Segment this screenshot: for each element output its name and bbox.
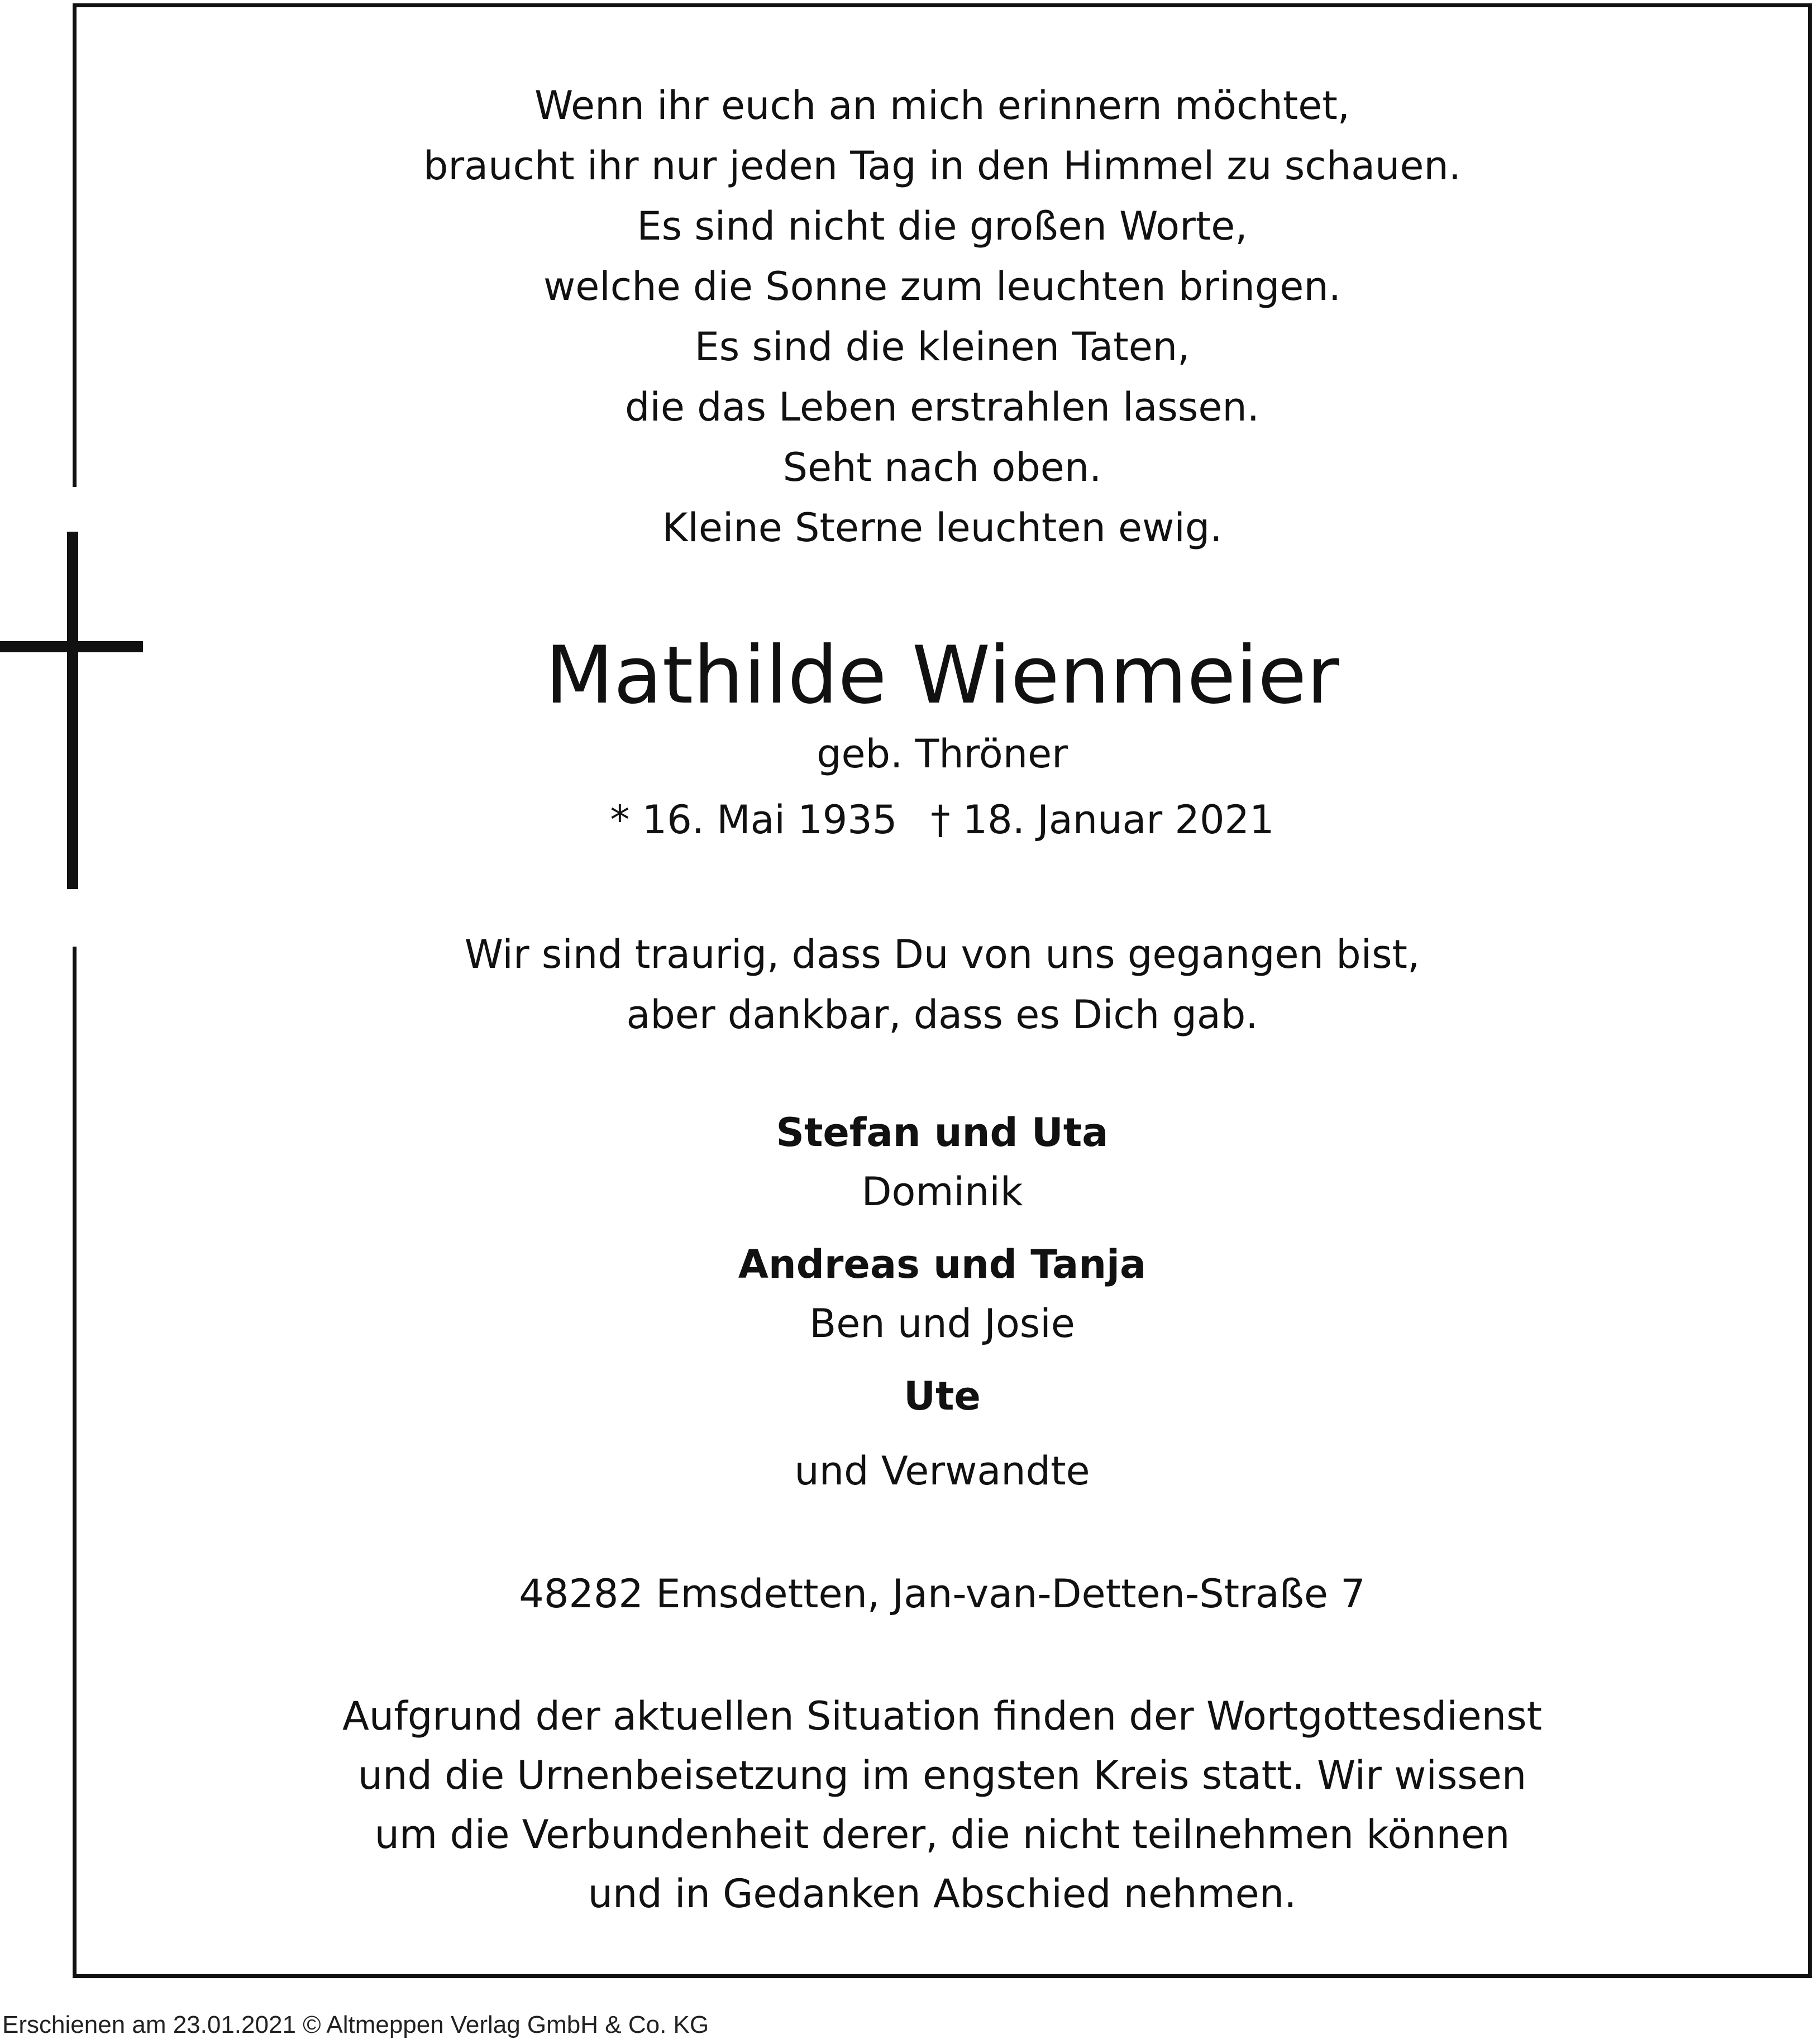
funeral-notice: [77, 1687, 1808, 1923]
death-date: † 18. Januar 2021: [930, 797, 1274, 843]
address: 48282 Emsdetten, Jan-van-Detten-Straße 7: [519, 1571, 1366, 1617]
frame-border-right: [1808, 3, 1812, 1978]
maiden-name: geb. Thröner: [817, 731, 1068, 777]
life-dates: [77, 792, 1808, 848]
farewell-line: aber dankbar, dass es Dich gab.: [626, 992, 1258, 1038]
deceased-name: Mathilde Wienmeier: [545, 629, 1339, 722]
publication-footer: Erschienen am 23.01.2021 © Altmeppen Verlag GmbH & Co. KG: [2, 2011, 709, 2038]
poem-line: Wenn ihr euch an mich erinnern möchtet,: [534, 83, 1350, 128]
notice-line: und in Gedanken Abschied nehmen.: [588, 1871, 1297, 1917]
notice-line: Aufgrund der aktuellen Situation finden der Wortgottesdienst: [342, 1693, 1543, 1739]
family-group-1-name: Stefan und Uta: [776, 1110, 1109, 1155]
poem-line: die das Leben erstrahlen lassen.: [624, 384, 1260, 430]
frame-border-left-upper: [73, 3, 77, 487]
poem-line: welche die Sonne zum leuchten bringen.: [543, 264, 1341, 309]
family-group-1-children: Dominik: [861, 1169, 1023, 1215]
notice-line: und die Urnenbeisetzung im engsten Kreis statt. Wir wissen: [357, 1752, 1527, 1798]
farewell-text: [77, 924, 1808, 1045]
frame-border-left-lower: [73, 947, 77, 1978]
poem-line: braucht ihr nur jeden Tag in den Himmel zu schauen.: [423, 143, 1462, 189]
poem: [77, 75, 1808, 558]
family-group-2-name: Andreas und Tanja: [738, 1241, 1147, 1287]
poem-line: Seht nach oben.: [782, 445, 1102, 490]
farewell-line: Wir sind traurig, dass Du von uns gegangen bist,: [464, 932, 1420, 977]
family-group-3-name: Ute: [904, 1373, 981, 1419]
family-relatives: und Verwandte: [794, 1448, 1090, 1494]
family-list: [77, 1103, 1808, 1501]
frame-border-top: [73, 3, 1812, 7]
family-group-2-children: Ben und Josie: [809, 1301, 1075, 1346]
birth-date: * 16. Mai 1935: [610, 797, 898, 843]
poem-line: Es sind die kleinen Taten,: [694, 324, 1190, 370]
poem-line: Es sind nicht die großen Worte,: [637, 203, 1248, 249]
poem-line: Kleine Sterne leuchten ewig.: [662, 505, 1223, 551]
notice-line: um die Verbundenheit derer, die nicht teilnehmen können: [374, 1812, 1510, 1857]
frame-border-bottom: [73, 1974, 1812, 1978]
